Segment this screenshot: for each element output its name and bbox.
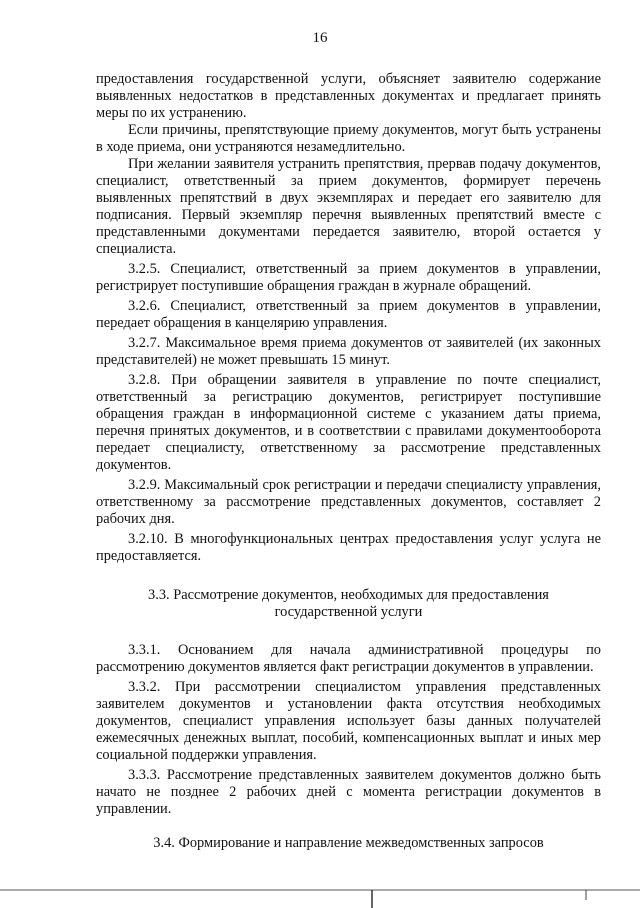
scan-bottom-artifact	[0, 888, 640, 908]
paragraph: При желании заявителя устранить препятствия, прервав подачу документов, специалист, ответственный за прием документов, формирует перечень выявленных препятствий в двух экземплярах и передает его заявителю для подписания. Первый экземпляр перечня выявленных препятствий вместе с представленными документами передается заявителю, второй остается у специалиста.	[96, 156, 601, 257]
paragraph: предоставления государственной услуги, объясняет заявителю содержание выявленных недостатков в представленных документах и предлагает принять меры по их устранению.	[96, 71, 601, 121]
document-body	[96, 71, 601, 852]
paragraph: 3.3.1. Основанием для начала административной процедуры по рассмотрению документов является факт регистрации документов в управлении.	[96, 642, 601, 675]
paragraph: 3.2.5. Специалист, ответственный за прием документов в управлении, регистрирует поступившие обращения граждан в журнале обращений.	[96, 261, 601, 294]
paragraph: 3.2.9. Максимальный срок регистрации и передачи специалисту управления, ответственному за рассмотрение представленных документов, составляет 2 рабочих дня.	[96, 477, 601, 527]
page-number: 16	[312, 30, 328, 46]
paragraph: 3.2.7. Максимальное время приема документов от заявителей (их законных представителей) не может превышать 15 минут.	[96, 335, 601, 368]
paragraph: 3.3.2. При рассмотрении специалистом управления представленных заявителем документов и установлении факта отсутствия необходимых документов, специалист управления использует базы данных получателей ежемесячных денежных выплат, пособий, компенсационных выплат и иных мер социальной поддержки управления.	[96, 679, 601, 763]
paragraph: 3.3.3. Рассмотрение представленных заявителем документов должно быть начато не позднее 2 рабочих дней с момента регистрации документов в управлении.	[96, 767, 601, 817]
section-heading: 3.3. Рассмотрение документов, необходимых для предоставления государственной услуги	[148, 587, 549, 620]
paragraph: 3.2.6. Специалист, ответственный за прием документов в управлении, передает обращения в канцелярию управления.	[96, 298, 601, 331]
section-heading: 3.4. Формирование и направление межведомственных запросов	[153, 835, 544, 851]
paragraph: 3.2.10. В многофункциональных центрах предоставления услуг услуга не предоставляется.	[96, 531, 601, 564]
paragraph: 3.2.8. При обращении заявителя в управление по почте специалист, ответственный за регистрацию документов, регистрирует поступившие обращения граждан в информационной системе с указанием даты приема, перечня принятых документов, и в соответствии с правилами документооборота передает специалисту, ответственному за рассмотрение представленных документов.	[96, 372, 601, 473]
paragraph: Если причины, препятствующие приему документов, могут быть устранены в ходе приема, они устраняются незамедлительно.	[96, 122, 601, 155]
